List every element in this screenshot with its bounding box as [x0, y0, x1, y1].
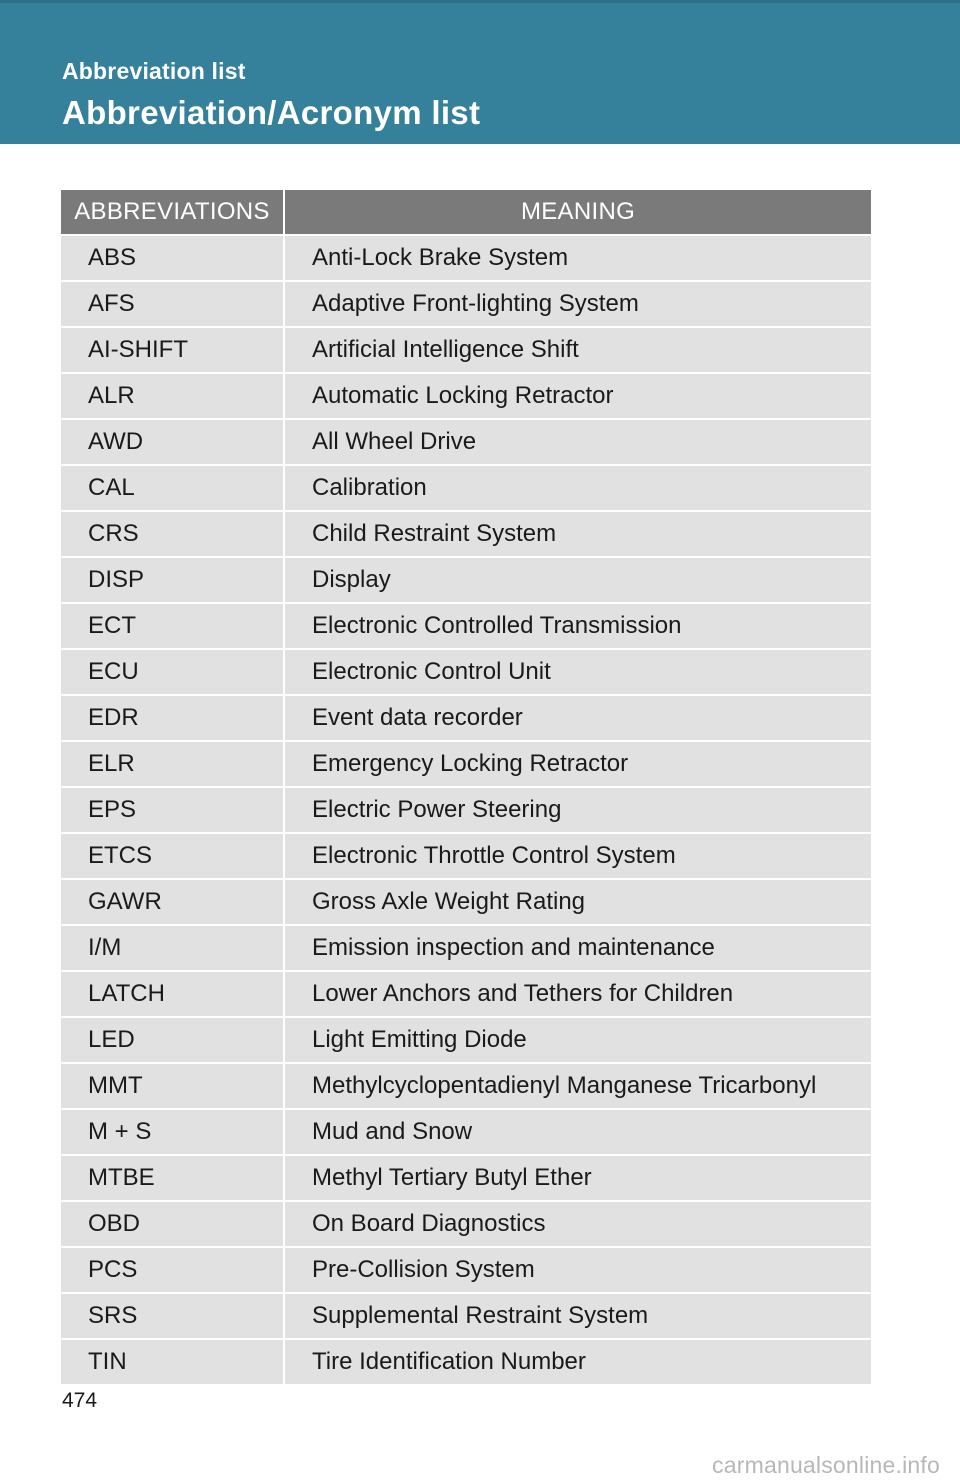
meaning-cell: Electronic Throttle Control System — [312, 842, 676, 869]
abbreviation-cell: ETCS — [61, 834, 285, 878]
table-row — [61, 696, 871, 742]
table-row — [61, 834, 871, 880]
abbreviation-cell: OBD — [61, 1202, 285, 1246]
meaning-cell: Child Restraint System — [312, 520, 557, 547]
meaning-cell: Automatic Locking Retractor — [312, 382, 614, 409]
meaning-cell: Lower Anchors and Tethers for Children — [312, 980, 734, 1007]
abbreviation-cell: LED — [61, 1018, 285, 1062]
abbreviation-cell: AFS — [61, 282, 285, 326]
abbreviation-cell: ECU — [61, 650, 285, 694]
table-row — [61, 420, 871, 466]
section-label: Abbreviation list — [62, 58, 246, 84]
abbreviation-cell: ALR — [61, 374, 285, 418]
meaning-cell: On Board Diagnostics — [312, 1210, 546, 1237]
table-row — [61, 926, 871, 972]
meaning-cell: Electric Power Steering — [312, 796, 562, 823]
abbreviation-cell: I/M — [61, 926, 285, 970]
abbreviation-cell: PCS — [61, 1248, 285, 1292]
abbreviation-cell: EDR — [61, 696, 285, 740]
meaning-cell: Electronic Controlled Transmission — [312, 612, 682, 639]
abbreviation-cell: ELR — [61, 742, 285, 786]
meaning-cell: Mud and Snow — [312, 1118, 473, 1145]
table-row — [61, 1110, 871, 1156]
header-top-line — [0, 0, 960, 3]
table-row — [61, 512, 871, 558]
abbreviation-cell: CAL — [61, 466, 285, 510]
abbreviation-cell: SRS — [61, 1294, 285, 1338]
meaning-cell: All Wheel Drive — [312, 428, 477, 455]
watermark: carmanualsonline.info — [712, 1452, 940, 1478]
column-header-meaning: MEANING — [520, 198, 636, 225]
meaning-cell: Methylcyclopentadienyl Manganese Tricarbonyl — [312, 1072, 817, 1099]
table-row — [61, 374, 871, 420]
abbreviation-cell: LATCH — [61, 972, 285, 1016]
meaning-cell: Pre-Collision System — [312, 1256, 535, 1283]
column-header-abbreviations: ABBREVIATIONS — [61, 190, 285, 234]
table-row — [61, 1340, 871, 1386]
abbreviation-cell: GAWR — [61, 880, 285, 924]
meaning-cell: Tire Identification Number — [312, 1348, 586, 1375]
abbreviation-cell: ECT — [61, 604, 285, 648]
table-row — [61, 236, 871, 282]
table-header — [61, 190, 871, 236]
abbreviation-cell: ABS — [61, 236, 285, 280]
abbreviation-table — [61, 190, 871, 1386]
meaning-cell: Light Emitting Diode — [312, 1026, 527, 1053]
table-row — [61, 972, 871, 1018]
table-row — [61, 1248, 871, 1294]
meaning-cell: Artificial Intelligence Shift — [312, 336, 579, 363]
table-row — [61, 1018, 871, 1064]
table-body — [61, 236, 871, 1386]
abbreviation-cell: AWD — [61, 420, 285, 464]
table-row — [61, 650, 871, 696]
table-row — [61, 558, 871, 604]
table-row — [61, 282, 871, 328]
table-row — [61, 1202, 871, 1248]
abbreviation-cell: M + S — [61, 1110, 285, 1154]
page-number: 474 — [62, 1389, 98, 1412]
page-title: Abbreviation/Acronym list — [62, 94, 481, 131]
abbreviation-cell: TIN — [61, 1340, 285, 1384]
abbreviation-cell: MMT — [61, 1064, 285, 1108]
meaning-cell: Event data recorder — [312, 704, 523, 731]
meaning-cell: Methyl Tertiary Butyl Ether — [312, 1164, 592, 1191]
meaning-cell: Emission inspection and maintenance — [312, 934, 715, 961]
abbreviation-cell: MTBE — [61, 1156, 285, 1200]
table-row — [61, 328, 871, 374]
abbreviation-cell: EPS — [61, 788, 285, 832]
table-row — [61, 880, 871, 926]
abbreviation-cell: CRS — [61, 512, 285, 556]
meaning-cell: Emergency Locking Retractor — [312, 750, 629, 777]
table-row — [61, 604, 871, 650]
meaning-cell: Supplemental Restraint System — [312, 1302, 649, 1329]
abbreviation-cell: AI-SHIFT — [61, 328, 285, 372]
table-row — [61, 742, 871, 788]
page-header — [0, 0, 960, 144]
table-row — [61, 1294, 871, 1340]
meaning-cell: Calibration — [312, 474, 427, 501]
meaning-cell: Adaptive Front-lighting System — [312, 290, 639, 317]
table-row — [61, 1064, 871, 1110]
meaning-cell: Anti-Lock Brake System — [312, 244, 569, 271]
meaning-cell: Display — [312, 566, 391, 593]
table-row — [61, 788, 871, 834]
table-row — [61, 466, 871, 512]
meaning-cell: Electronic Control Unit — [312, 658, 551, 685]
abbreviation-cell: DISP — [61, 558, 285, 602]
table-row — [61, 1156, 871, 1202]
meaning-cell: Gross Axle Weight Rating — [312, 888, 586, 915]
